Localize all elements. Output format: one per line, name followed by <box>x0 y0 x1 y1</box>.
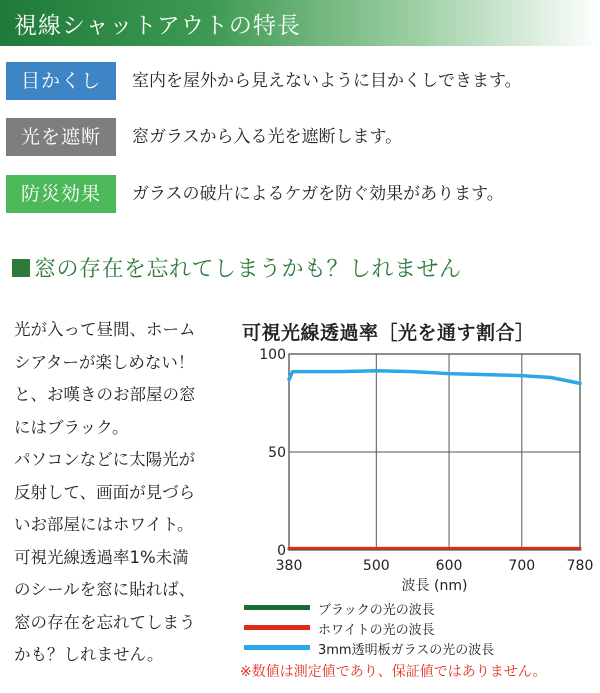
y-tick-label: 0 <box>277 543 286 559</box>
body-line: 光が入って昼間、ホーム <box>14 320 196 339</box>
body-line: 窓の存在を忘れてしまう <box>14 612 196 632</box>
legend-swatch-black <box>244 605 310 610</box>
y-tick-label: 100 <box>259 347 286 363</box>
feature-badge-light-block: 光を遮断 <box>6 118 116 156</box>
feature-desc-disaster: ガラスの破片によるケガを防ぐ効果があります。 <box>132 184 504 204</box>
legend-swatch-glass <box>244 645 310 650</box>
x-tick-label: 600 <box>435 558 463 574</box>
header-title: 視線シャットアウトの特長 <box>14 13 301 39</box>
body-line: のシールを窓に貼れば、 <box>14 580 196 599</box>
chart-area <box>236 312 598 690</box>
legend-item-glass <box>244 639 598 657</box>
legend-item-white <box>244 619 598 637</box>
transmittance-chart <box>236 342 598 620</box>
disclaimer-note: ※数値は測定値であり、保証値ではありません。 <box>240 664 547 680</box>
y-tick-label: 50 <box>268 445 286 461</box>
feature-badge-blind: 目かくし <box>6 62 116 100</box>
body-line: パソコンなどに太陽光が <box>14 450 196 469</box>
section-title <box>12 252 462 283</box>
legend-swatch-white <box>244 625 310 630</box>
legend-item-black <box>244 599 598 617</box>
x-tick-label: 700 <box>508 558 536 574</box>
feature-row-light-block <box>0 118 600 160</box>
chart-title: 可視光線透過率［光を通す割合］ <box>242 322 535 344</box>
body-line: にはブラック。 <box>14 417 129 437</box>
body-text <box>14 314 232 672</box>
x-tick-label: 380 <box>275 558 303 574</box>
header-banner <box>0 0 600 46</box>
legend-label-white: ホワイトの光の波長 <box>318 623 435 638</box>
section-square-icon <box>12 259 30 277</box>
feature-row-blind <box>0 62 600 104</box>
x-axis-label: 波長 (nm) <box>401 578 468 594</box>
feature-badge-disaster: 防災効果 <box>6 175 116 213</box>
x-tick-label: 780 <box>566 558 594 574</box>
x-tick-label: 500 <box>362 558 390 574</box>
feature-row-disaster <box>0 175 600 217</box>
body-line: いお部屋にはホワイト。 <box>14 515 194 534</box>
body-line: と、お嘆きのお部屋の窓 <box>14 385 196 404</box>
body-line: かも？しれません。 <box>14 645 164 664</box>
body-line: 可視光線透過率1%未満 <box>14 547 189 567</box>
legend-label-black: ブラックの光の波長 <box>318 603 435 618</box>
body-line: シアターが楽しめない！ <box>14 352 195 372</box>
feature-desc-light-block: 窓ガラスから入る光を遮断します。 <box>132 127 403 147</box>
legend-label-glass: 3mm透明板ガラスの光の波長 <box>318 643 495 658</box>
section-title-text: 窓の存在を忘れてしまうかも？しれません <box>34 257 462 282</box>
body-line: 反射して、画面が見づら <box>14 482 196 502</box>
feature-desc-blind: 室内を屋外から見えないように目かくしできます。 <box>132 71 522 91</box>
